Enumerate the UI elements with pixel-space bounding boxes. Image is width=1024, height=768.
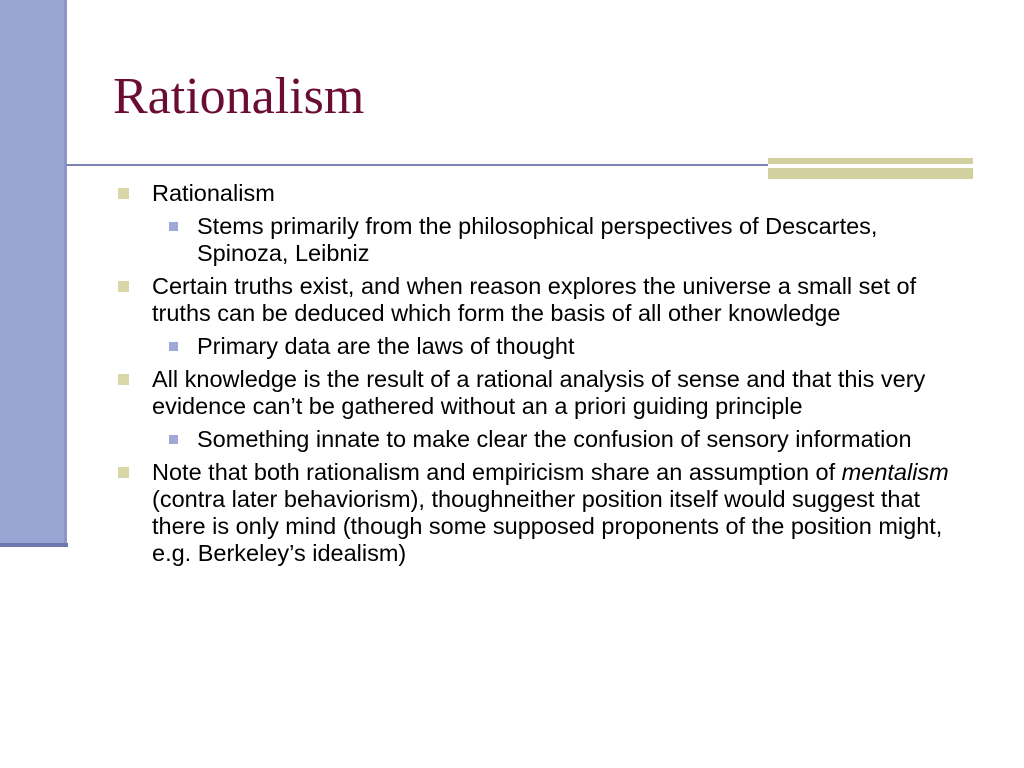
square-bullet-icon: [169, 435, 178, 444]
square-bullet-icon: [169, 342, 178, 351]
square-bullet-icon: [118, 374, 129, 385]
square-bullet-icon: [118, 188, 129, 199]
square-bullet-icon: [118, 281, 129, 292]
bullet-text: Stems primarily from the philosophical perspectives of Descartes, Spinoza, Leibniz: [197, 213, 878, 266]
italic-term: mentalism: [841, 459, 949, 485]
bullet-text-part: Note that both rationalism and empiricism share an assumption of: [152, 459, 842, 485]
sub-bullet-item: [110, 213, 960, 267]
bullet-list: [110, 180, 960, 573]
bullet-text: All knowledge is the result of a rational analysis of sense and that this very evidence can’t be gathered without an a priori guiding principle: [152, 366, 926, 419]
square-bullet-icon: [169, 222, 178, 231]
left-bar-bottom-edge: [0, 543, 68, 547]
square-bullet-icon: [118, 467, 129, 478]
bullet-text: Something innate to make clear the confusion of sensory information: [197, 426, 912, 452]
bullet-text: Rationalism: [152, 180, 275, 206]
bullet-text: Certain truths exist, and when reason explores the universe a small set of truths can be deduced which form the basis of all other knowledge: [152, 273, 917, 326]
bullet-text: [152, 459, 949, 566]
bullet-item: [110, 366, 960, 420]
left-decorative-bar: [0, 0, 66, 546]
accent-bar: [768, 158, 973, 179]
bullet-item: [110, 273, 960, 327]
bullet-item: [110, 459, 960, 567]
bullet-text: Primary data are the laws of thought: [197, 333, 575, 359]
bullet-text-part: (contra later behaviorism), thoughneither position itself would suggest that there is only mind (though some supposed proponents of the position might, e.g. Berkeley’s idealism): [152, 486, 943, 566]
sub-bullet-item: [110, 426, 960, 453]
bullet-item: [110, 180, 960, 207]
slide-title: Rationalism: [113, 68, 365, 125]
sub-bullet-item: [110, 333, 960, 360]
left-bar-shade: [64, 0, 67, 546]
